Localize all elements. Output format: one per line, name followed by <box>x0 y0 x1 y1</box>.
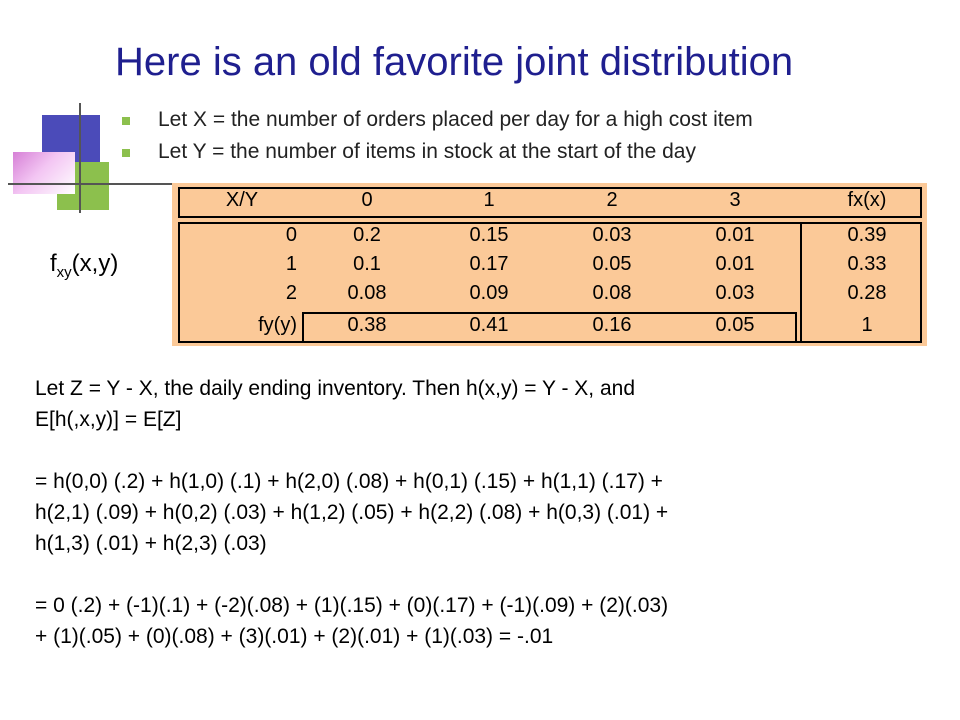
text-line: h(1,3) (.01) + h(2,3) (.03) <box>35 532 267 555</box>
table-cell: 0.17 <box>469 253 509 275</box>
header-y0: 0 <box>361 189 373 211</box>
text-line: + (1)(.05) + (0)(.08) + (3)(.01) + (2)(.01) + (1)(.03) = -.01 <box>35 625 554 648</box>
decor-square-pink <box>13 152 75 194</box>
table-cell: 0.01 <box>715 224 755 246</box>
header-y1: 1 <box>483 189 495 211</box>
table-cell: 0.2 <box>353 224 381 246</box>
explanation-text <box>35 373 935 652</box>
bullet-item <box>120 138 753 170</box>
fy-cell: 0.41 <box>469 314 509 336</box>
spacer <box>35 435 935 466</box>
bullet-text: Let X = the number of orders placed per day for a high cost item <box>158 108 753 131</box>
table-cell: 0.03 <box>715 282 755 304</box>
fx-cell: 0.39 <box>847 224 887 246</box>
bullet-list <box>120 106 753 170</box>
bullet-marker-icon <box>122 149 130 157</box>
fy-cell: 0.38 <box>347 314 387 336</box>
table-cell: 0.03 <box>592 224 632 246</box>
text-line: E[h(,x,y)] = E[Z] <box>35 408 182 431</box>
table-cell: 0.09 <box>469 282 509 304</box>
table-cell: 0.08 <box>592 282 632 304</box>
table-cell: 0.08 <box>347 282 387 304</box>
fy-label: fy(y) <box>258 314 297 336</box>
fxy-label <box>50 250 118 281</box>
text-line: Let Z = Y - X, the daily ending inventory. Then h(x,y) = Y - X, and <box>35 377 636 400</box>
text-line: = h(0,0) (.2) + h(1,0) (.1) + h(2,0) (.08) + h(0,1) (.15) + h(1,1) (.17) + <box>35 470 663 493</box>
slide-title: Here is an old favorite joint distribution <box>115 40 794 84</box>
header-y3: 3 <box>729 189 741 211</box>
text-line: h(2,1) (.09) + h(0,2) (.03) + h(1,2) (.05) + h(2,2) (.08) + h(0,3) (.01) + <box>35 501 669 524</box>
fy-cell: 0.05 <box>715 314 755 336</box>
bullet-text: Let Y = the number of items in stock at the start of the day <box>158 140 696 163</box>
fxy-f: f <box>50 250 57 277</box>
table-cell: 0.01 <box>715 253 755 275</box>
decor-vertical-line <box>79 103 81 213</box>
header-fx: fx(x) <box>847 189 887 211</box>
fx-cell: 0.28 <box>847 282 887 304</box>
joint-distribution-table <box>172 183 927 346</box>
table-cell: 0.15 <box>469 224 509 246</box>
fxy-args: (x,y) <box>71 250 119 277</box>
total-cell: 1 <box>861 314 873 336</box>
fx-cell: 0.33 <box>847 253 887 275</box>
fxy-subscript: xy <box>56 263 72 281</box>
decor-horizontal-line <box>8 183 188 185</box>
header-xy: X/Y <box>225 189 259 211</box>
table-cell: 0.05 <box>592 253 632 275</box>
spacer <box>35 559 935 590</box>
row-x-label: 1 <box>285 253 297 275</box>
header-y2: 2 <box>606 189 618 211</box>
bullet-item <box>120 106 753 138</box>
row-x-label: 0 <box>285 224 297 246</box>
text-line: = 0 (.2) + (-1)(.1) + (-2)(.08) + (1)(.15) + (0)(.17) + (-1)(.09) + (2)(.03) <box>35 594 669 617</box>
fy-cell: 0.16 <box>592 314 632 336</box>
table-cell: 0.1 <box>353 253 381 275</box>
bullet-marker-icon <box>122 117 130 125</box>
header-frame <box>178 187 922 218</box>
row-x-label: 2 <box>285 282 297 304</box>
